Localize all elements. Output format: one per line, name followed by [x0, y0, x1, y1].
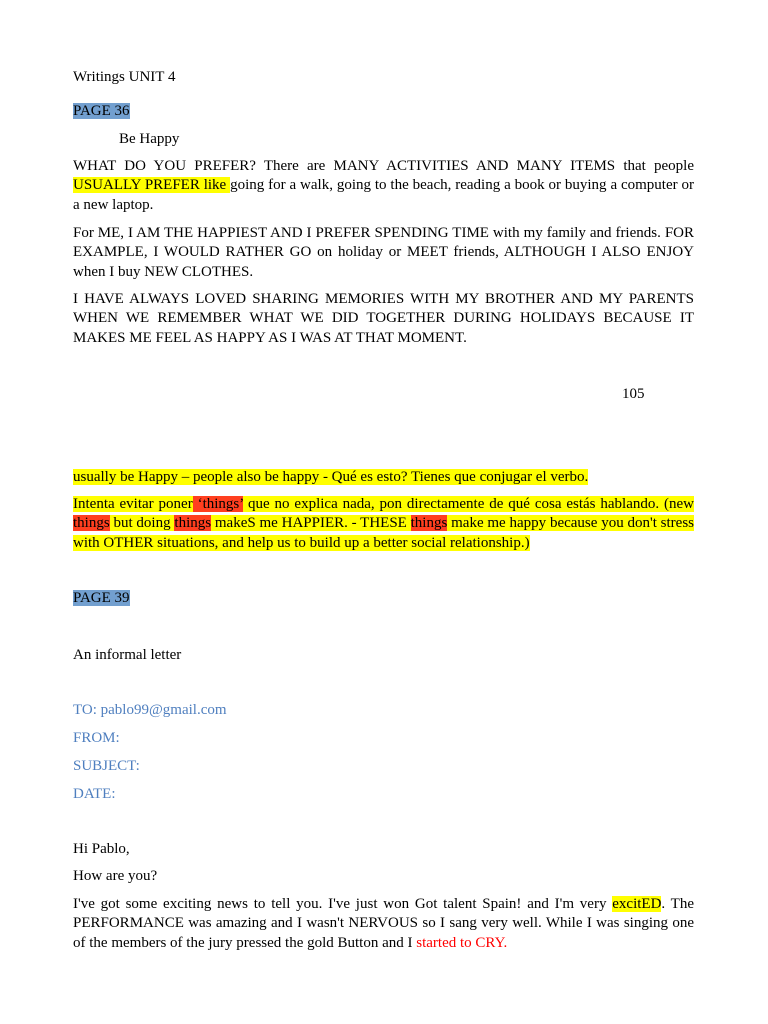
feedback2-red-things-1: ‘things’ [192, 496, 244, 512]
feedback2-red-things-2: things [73, 515, 110, 532]
document-title: Writings UNIT 4 [73, 69, 176, 85]
teacher-feedback-1 [73, 468, 588, 487]
feedback2-text-d: makeS me HAPPIER. - THESE [211, 515, 411, 532]
letter-body-paragraph [73, 895, 694, 953]
letter-opening: How are you? [73, 868, 158, 884]
letter-to-field: TO: pablo99@gmail.com [73, 702, 227, 718]
word-count: 105 [622, 386, 645, 402]
feedback2-text-e: make me happy because you don't stress with OTHER situations, and help us to build up a better social relationship.) [73, 515, 694, 551]
letter-subject-field: SUBJECT: [73, 758, 140, 774]
letter-body-text-b: . The PERFORMANCE was amazing and I wasn't NERVOUS so I sang very well. While I was singing one of the members of the jury pressed the gold Button and I [73, 896, 694, 951]
essay-paragraph-2: For ME, I AM THE HAPPIEST AND I PREFER SPENDING TIME with my family and friends. FOR EXAMPLE, I WOULD RATHER GO on holiday or MEET friends, ALTHOUGH I ALSO ENJOY when I buy NEW CLOTHES. [73, 225, 694, 280]
feedback2-text-b: que no explica nada, pon directamente de qué cosa estás hablando. (new [243, 496, 694, 512]
feedback2-red-things-3: things [174, 515, 212, 532]
page-39-label-text: PAGE 39 [73, 590, 130, 606]
letter-from-field: FROM: [73, 730, 120, 746]
essay-paragraph-1 [73, 157, 694, 215]
essay-p1-highlight: USUALLY PREFER like [73, 177, 231, 194]
essay-p1-text-b: going for a walk, going to the beach, reading a book or buying a computer or a new laptop. [73, 177, 694, 213]
letter-body-highlight: excitED [612, 896, 662, 912]
letter-body-red-text: started to CRY. [416, 934, 508, 951]
teacher-feedback-1-text: usually be Happy – people also be happy - Qué es esto? Tienes que conjugar el verbo. [73, 469, 589, 485]
page-36-label [73, 102, 130, 121]
letter-title: An informal letter [73, 647, 182, 663]
teacher-feedback-2 [73, 495, 694, 553]
essay-paragraph-3: I HAVE ALWAYS LOVED SHARING MEMORIES WITH MY BROTHER AND MY PARENTS WHEN WE REMEMBER WHAT WE DID TOGETHER DURING HOLIDAYS BECAUSE IT MAKES ME FEEL AS HAPPY AS I WAS AT THAT MOMENT. [73, 291, 694, 346]
essay-title: Be Happy [119, 131, 180, 147]
letter-greeting: Hi Pablo, [73, 841, 130, 857]
essay-p1-text-a: WHAT DO YOU PREFER? There are MANY ACTIVITIES AND MANY ITEMS that people [73, 158, 694, 174]
letter-body-text-a: I've got some exciting news to tell you. I've just won Got talent Spain! and I'm very [73, 896, 613, 912]
feedback2-red-things-4: things [410, 515, 448, 532]
letter-date-field: DATE: [73, 786, 116, 802]
page-36-label-text: PAGE 36 [73, 103, 130, 119]
feedback2-text-c: but doing [109, 515, 175, 532]
page-39-label [73, 589, 130, 608]
feedback2-text-a: Intenta evitar poner [73, 496, 193, 512]
